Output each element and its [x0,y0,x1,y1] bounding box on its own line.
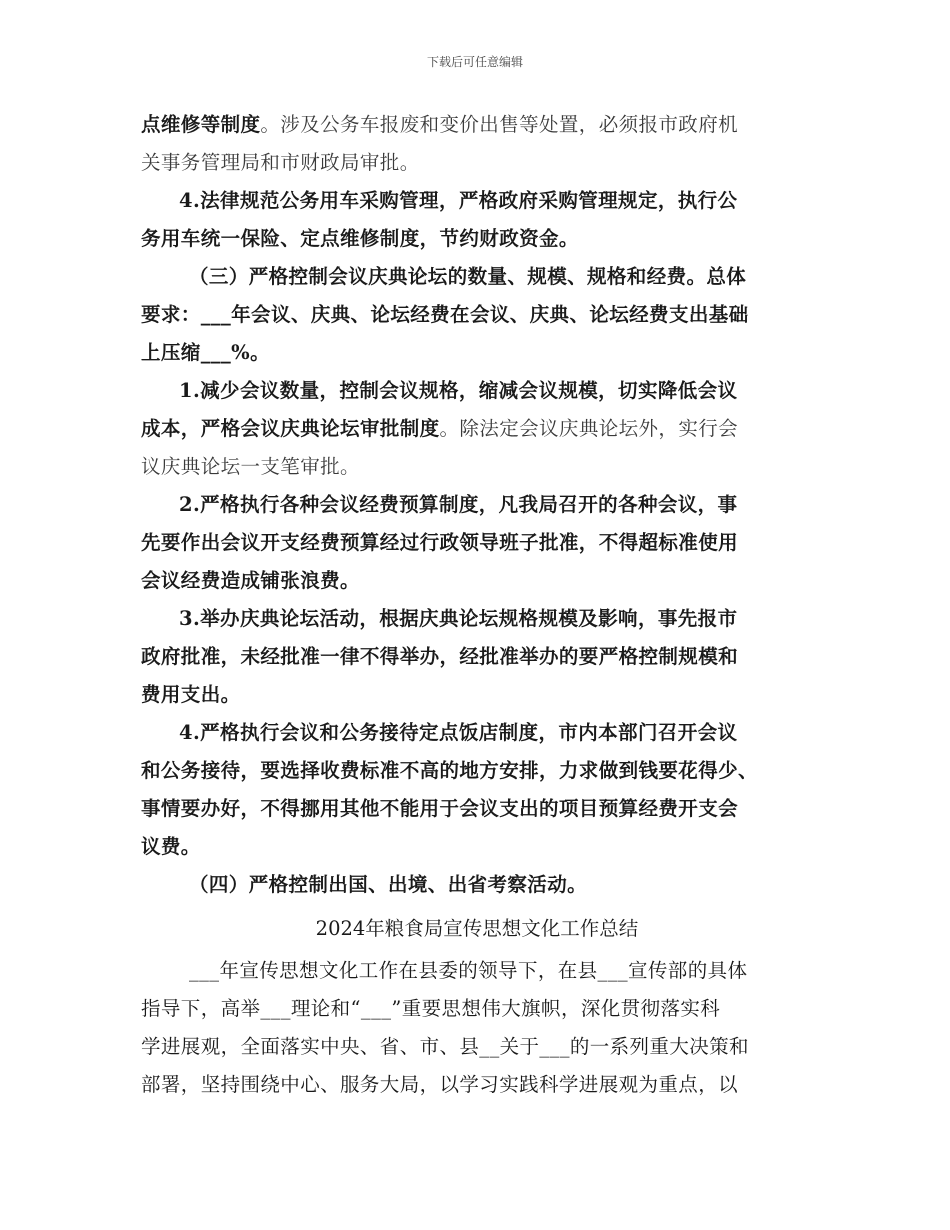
text-line: 事情要办好，不得挪用其他不能用于会议支出的项目预算经费开支会 [141,797,739,820]
subsection-heading: （三）严格控制会议庆典论坛的数量、规模、规格和经费。总体 [189,265,747,288]
text-line: 点维修等制度。涉及公务车报废和变价出售等处置，必须报市政府机 [141,113,739,136]
text-line: 费用支出。 [141,683,241,706]
text-line: 先要作出会议开支经费预算经过行政领导班子批准，不得超标准使用 [141,531,739,554]
text-line: 上压缩___%。 [141,341,270,364]
text-line: 要求：___年会议、庆典、论坛经费在会议、庆典、论坛经费支出基础 [141,303,749,326]
text-line: ___年宣传思想文化工作在县委的领导下，在县___宣传部的具体 [189,959,748,982]
text-line: 政府批准，未经批准一律不得举办，经批准举办的要严格控制规模和 [141,645,739,668]
text-line: 4.法律规范公务用车采购管理，严格政府采购管理规定，执行公 [179,189,738,212]
text-line: 4.严格执行会议和公务接待定点饭店制度，市内本部门召开会议 [179,721,738,744]
text-line: 2.严格执行各种会议经费预算制度，凡我局召开的各种会议，事 [179,493,738,516]
document-body [141,106,813,1104]
text-line: 议庆典论坛一支笔审批。 [141,455,360,478]
text-line: 3.举办庆典论坛活动，根据庆典论坛规格规模及影响，事先报市 [179,607,738,630]
text-line: 议费。 [141,835,201,858]
text-line: 务用车统一保险、定点维修制度，节约财政资金。 [141,227,579,250]
text-line: 指导下，高举___理论和“___”重要思想伟大旗帜，深化贯彻落实科 [141,997,721,1020]
text-line: 会议经费造成铺张浪费。 [141,569,360,592]
text-line: 关事务管理局和市财政局审批。 [141,151,420,174]
text-line: 部署，坚持围绕中心、服务大局，以学习实践科学进展观为重点，以 [141,1073,739,1096]
text-line: 和公务接待，要选择收费标准不高的地方安排，力求做到钱要花得少、 [141,759,758,782]
section-title: 2024年粮食局宣传思想文化工作总结 [315,917,639,940]
text-line: 1.减少会议数量，控制会议规格，缩减会议规模，切实降低会议 [179,379,738,402]
page-header: 下载后可任意编辑 [426,55,523,69]
text-line: 学进展观，全面落实中央、省、市、县__关于___的一系列重大决策和 [141,1035,749,1058]
text-line: 成本，严格会议庆典论坛审批制度。除法定会议庆典论坛外，实行会 [141,417,739,440]
subsection-heading: （四）严格控制出国、出境、出省考察活动。 [189,873,588,896]
